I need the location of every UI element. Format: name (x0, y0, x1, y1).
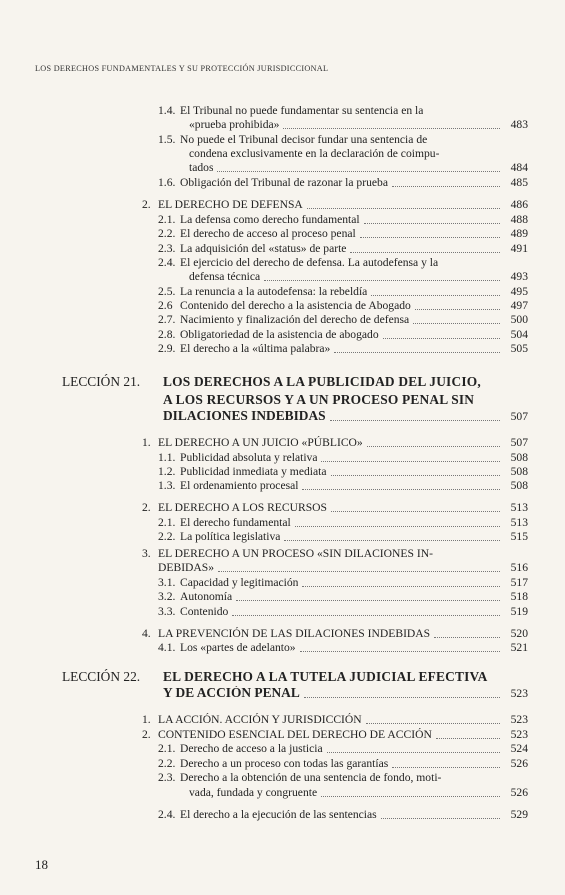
leader-dots (413, 323, 500, 324)
toc-entry-title: La política legislativa (180, 530, 281, 543)
toc-entry-page: 520 (510, 627, 528, 640)
leader-dots (327, 752, 500, 753)
toc-entry-title: Obligatoriedad de la asistencia de abogado (180, 328, 379, 341)
leader-dots (284, 540, 500, 541)
toc-entry-page: 515 (510, 530, 528, 543)
toc-entry (158, 465, 528, 479)
toc-entry-page: 523 (510, 713, 528, 726)
toc-entry (158, 285, 528, 299)
toc-entry (158, 757, 528, 771)
toc-entry-number: 2. (142, 501, 151, 514)
running-header: LOS DERECHOS FUNDAMENTALES Y SU PROTECCIÓN JURISDICCIONAL (35, 64, 329, 73)
toc-entry-page: 493 (510, 270, 528, 283)
leader-dots (436, 738, 500, 739)
toc-entry-page: 513 (510, 516, 528, 529)
leader-dots (217, 171, 500, 172)
toc-entry (158, 176, 528, 190)
toc-entry-title: Derecho a un proceso con todas las garantías (180, 757, 389, 770)
page-number: 18 (35, 857, 48, 872)
toc-entry-number: 2.3. (158, 242, 176, 255)
leader-dots (366, 723, 500, 724)
toc-entry-title: LA PREVENCIÓN DE LAS DILACIONES INDEBIDAS (158, 627, 431, 640)
toc-entry-title: La renuncia a la autodefensa: la rebeldía (180, 285, 368, 298)
toc-entry-title: EL DERECHO A UN PROCESO «SIN DILACIONES IN- (158, 547, 433, 560)
toc-entry (158, 104, 528, 118)
toc-entry-title: EL DERECHO DE DEFENSA (158, 198, 303, 211)
leader-dots (415, 309, 500, 310)
toc-entry-title: La defensa como derecho fundamental (180, 213, 360, 226)
leader-dots (300, 651, 500, 652)
toc-entry (158, 561, 528, 575)
toc-entry-page: 518 (510, 590, 528, 603)
toc-entry-number: 1. (142, 436, 151, 449)
toc-entry (158, 328, 528, 342)
toc-entry-page: 508 (510, 479, 528, 492)
toc-entry-title: Capacidad y legitimación (180, 576, 299, 589)
toc-entry (158, 808, 528, 822)
toc-entry (142, 501, 528, 515)
toc-entry-title: El derecho fundamental (180, 516, 291, 529)
toc-entry-number: 2.5. (158, 285, 176, 298)
toc-entry-title: condena exclusivamente en la declaración de coimpu- (189, 147, 440, 160)
leader-dots (302, 586, 500, 587)
toc-entry-title: La adquisición del «status» de parte (180, 242, 347, 255)
leader-dots (321, 461, 500, 462)
toc-entry-number: 2.6 (158, 299, 173, 312)
toc-entry-number: 2.7. (158, 313, 176, 326)
toc-entry-title: LA ACCIÓN. ACCIÓN Y JURISDICCIÓN (158, 713, 362, 726)
toc-entry-title: CONTENIDO ESENCIAL DEL DERECHO DE ACCIÓN (158, 728, 432, 741)
toc-entry (158, 342, 528, 356)
lesson-22-title-line-2: Y DE ACCIÓN PENAL (163, 686, 300, 700)
toc-entry-page: 505 (510, 342, 528, 355)
toc-entry-number: 2.4. (158, 256, 176, 269)
leader-dots (360, 237, 500, 238)
toc-entry-page: 529 (510, 808, 528, 821)
leader-dots (371, 295, 500, 296)
toc-entry-number: 3. (142, 547, 151, 560)
leader-dots (367, 446, 500, 447)
toc-entry-title: Publicidad inmediata y mediata (180, 465, 327, 478)
toc-entry-number: 2.4. (158, 808, 176, 821)
lesson-21-label: LECCIÓN 21. (62, 374, 141, 389)
toc-entry (158, 313, 528, 327)
toc-entry-number: 4.1. (158, 641, 176, 654)
toc-entry-number: 1.4. (158, 104, 176, 117)
lesson-21-title-line-2: A LOS RECURSOS Y A UN PROCESO PENAL SIN (163, 392, 475, 407)
toc-entry-page: 484 (510, 161, 528, 174)
toc-entry (142, 713, 528, 727)
toc-entry-page: 508 (510, 451, 528, 464)
toc-entry-title: El derecho a la ejecución de las sentencias (180, 808, 377, 821)
toc-entry (189, 786, 528, 800)
toc-entry-title: defensa técnica (189, 270, 261, 283)
toc-entry-page: 513 (510, 501, 528, 514)
leader-dots (364, 223, 500, 224)
toc-entry-title: El derecho de acceso al proceso penal (180, 227, 356, 240)
toc-entry-number: 2.2. (158, 757, 176, 770)
toc-entry-page: 517 (510, 576, 528, 589)
toc-entry-title: DEBIDAS» (158, 561, 215, 574)
toc-entry-page: 507 (510, 436, 528, 449)
toc-entry (158, 742, 528, 756)
toc-entry-page: 488 (510, 213, 528, 226)
toc-entry-page: 495 (510, 285, 528, 298)
toc-entry (158, 242, 528, 256)
toc-entry-page: 489 (510, 227, 528, 240)
toc-entry-page: 508 (510, 465, 528, 478)
toc-entry (142, 728, 528, 742)
toc-entry-title: El derecho a la «última palabra» (180, 342, 331, 355)
toc-entry (158, 256, 528, 270)
toc-entry-page: 497 (510, 299, 528, 312)
toc-entry-page: 491 (510, 242, 528, 255)
toc-entry (158, 771, 528, 785)
leader-dots (350, 252, 500, 253)
leader-dots (218, 571, 500, 572)
toc-entry (158, 605, 528, 619)
toc-entry (189, 118, 528, 132)
lesson-22-title-line-1: EL DERECHO A LA TUTELA JUDICIAL EFECTIVA (163, 669, 488, 684)
leader-dots (304, 697, 500, 698)
lesson-21-title-line-1: LOS DERECHOS A LA PUBLICIDAD DEL JUICIO, (163, 374, 481, 389)
toc-entry (158, 530, 528, 544)
toc-entry-title: «prueba prohibida» (189, 118, 280, 131)
toc-entry (158, 641, 528, 655)
toc-entry-page: 486 (510, 198, 528, 211)
leader-dots (392, 767, 500, 768)
toc-entry-number: 2.1. (158, 516, 176, 529)
toc-entry-title: Autonomía (180, 590, 233, 603)
leader-dots (232, 615, 500, 616)
toc-entry-number: 2. (142, 198, 151, 211)
toc-entry-title: tados (189, 161, 214, 174)
toc-entry-number: 3.3. (158, 605, 176, 618)
leader-dots (381, 818, 500, 819)
toc-entry (142, 436, 528, 450)
toc-entry-number: 1.2. (158, 465, 176, 478)
toc-entry-number: 3.1. (158, 576, 176, 589)
toc-entry-title: EL DERECHO A LOS RECURSOS (158, 501, 327, 514)
toc-entry (189, 161, 528, 175)
toc-entry (158, 590, 528, 604)
toc-entry-number: 1. (142, 713, 151, 726)
toc-entry-title: Contenido (180, 605, 229, 618)
toc-entry-number: 1.5. (158, 133, 176, 146)
leader-dots (307, 208, 500, 209)
toc-entry-title: El Tribunal no puede fundamentar su sentencia en la (180, 104, 424, 117)
leader-dots (392, 186, 500, 187)
toc-entry (158, 227, 528, 241)
toc-entry (158, 576, 528, 590)
leader-dots (334, 352, 500, 353)
toc-entry (142, 627, 528, 641)
toc-entry-page: 485 (510, 176, 528, 189)
leader-dots (330, 420, 500, 421)
toc-entry (158, 213, 528, 227)
toc-entry-number: 3.2. (158, 590, 176, 603)
toc-entry (158, 299, 528, 313)
toc-entry-title: Derecho de acceso a la justicia (180, 742, 323, 755)
toc-entry (158, 133, 528, 147)
toc-entry-page: 526 (510, 786, 528, 799)
toc-entry-title: Los «partes de adelanto» (180, 641, 296, 654)
toc-entry (189, 270, 528, 284)
leader-dots (264, 280, 500, 281)
toc-entry-page: 526 (510, 757, 528, 770)
toc-entry-title: No puede el Tribunal decisor fundar una sentencia de (180, 133, 428, 146)
toc-entry-title: Obligación del Tribunal de razonar la prueba (180, 176, 388, 189)
toc-entry-number: 1.6. (158, 176, 176, 189)
toc-entry (142, 547, 528, 561)
toc-entry-page: 524 (510, 742, 528, 755)
toc-entry-number: 2.8. (158, 328, 176, 341)
toc-entry-number: 2.1. (158, 742, 176, 755)
toc-entry-number: 2.2. (158, 227, 176, 240)
toc-entry-title: Contenido del derecho a la asistencia de Abogado (180, 299, 411, 312)
toc-entry (158, 479, 528, 493)
toc-entry-title: Nacimiento y finalización del derecho de defensa (180, 313, 410, 326)
toc-entry-title: EL DERECHO A UN JUICIO «PÚBLICO» (158, 436, 363, 449)
toc-entry-number: 2.3. (158, 771, 176, 784)
toc-entry-number: 2.9. (158, 342, 176, 355)
lesson-22-label: LECCIÓN 22. (62, 669, 141, 684)
lesson-21-page: 507 (510, 410, 528, 423)
lesson-22-page: 523 (510, 687, 528, 700)
leader-dots (331, 511, 500, 512)
lesson-21-title-line-3-row (163, 409, 528, 424)
toc-entry (142, 198, 528, 212)
toc-entry-title: El ejercicio del derecho de defensa. La autodefensa y la (180, 256, 439, 269)
toc-entry-number: 2. (142, 728, 151, 741)
leader-dots (236, 600, 500, 601)
lesson-21-title-line-3: DILACIONES INDEBIDAS (163, 409, 326, 423)
toc-entry-title: El ordenamiento procesal (180, 479, 299, 492)
toc-entry-page: 504 (510, 328, 528, 341)
toc-entry-page: 521 (510, 641, 528, 654)
leader-dots (283, 128, 500, 129)
toc-entry-page: 516 (510, 561, 528, 574)
leader-dots (321, 796, 500, 797)
leader-dots (331, 475, 501, 476)
toc-entry (158, 451, 528, 465)
leader-dots (434, 637, 500, 638)
leader-dots (383, 338, 500, 339)
toc-entry (158, 516, 528, 530)
toc-entry-title: Derecho a la obtención de una sentencia de fondo, moti- (180, 771, 442, 784)
toc-entry-page: 500 (510, 313, 528, 326)
lesson-22-title-line-2-row (163, 686, 528, 701)
leader-dots (302, 489, 500, 490)
toc-entry (189, 147, 528, 161)
toc-entry-page: 523 (510, 728, 528, 741)
toc-entry-number: 4. (142, 627, 151, 640)
toc-entry-number: 1.1. (158, 451, 176, 464)
toc-entry-title: vada, fundada y congruente (189, 786, 318, 799)
toc-entry-title: Publicidad absoluta y relativa (180, 451, 318, 464)
toc-entry-number: 2.2. (158, 530, 176, 543)
toc-entry-page: 519 (510, 605, 528, 618)
leader-dots (295, 526, 500, 527)
toc-entry-number: 1.3. (158, 479, 176, 492)
toc-entry-page: 483 (510, 118, 528, 131)
toc-entry-number: 2.1. (158, 213, 176, 226)
